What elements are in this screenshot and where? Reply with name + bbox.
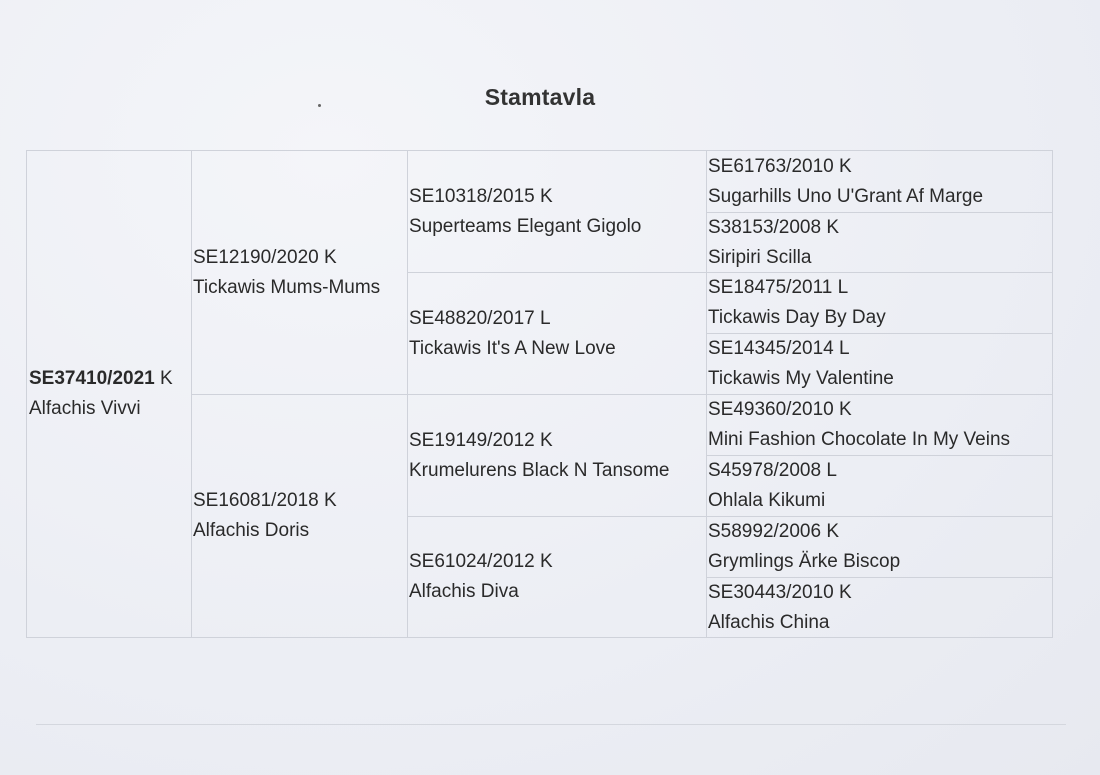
great-grandparent-cell (706, 212, 1052, 272)
subject-sex: K (160, 368, 173, 389)
grandparent-registration: SE61024/2012 K (409, 551, 553, 572)
great-grandparent-name: Sugarhills Uno U'Grant Af Marge (708, 185, 984, 207)
great-grandparent-cell (706, 455, 1052, 516)
grandparent-cell (407, 272, 706, 394)
parent-name: Tickawis Mums-Mums (193, 276, 381, 298)
parent-name: Alfachis Doris (193, 520, 310, 541)
great-grandparent-name: Alfachis China (708, 611, 830, 633)
great-grandparent-name: Tickawis My Valentine (708, 368, 894, 389)
great-grandparent-registration: S45978/2008 L (708, 460, 837, 481)
great-grandparent-cell (706, 333, 1052, 394)
great-grandparent-registration: SE30443/2010 K (708, 581, 852, 603)
generation-great-grandparents-column (706, 151, 1052, 637)
pedigree-table (26, 150, 1053, 638)
grandparent-cell (407, 151, 706, 272)
subject-registration (29, 364, 191, 394)
grandparent-name: Tickawis It's A New Love (409, 337, 616, 359)
footer-divider (36, 724, 1066, 725)
grandparent-cell (407, 516, 706, 637)
great-grandparent-name: Tickawis Day By Day (708, 307, 886, 328)
page-title: Stamtavla (484, 84, 596, 110)
great-grandparent-cell (706, 272, 1052, 333)
great-grandparent-name: Grymlings Ärke Biscop (708, 551, 901, 572)
great-grandparent-name: Mini Fashion Chocolate In My Veins (708, 429, 1011, 450)
grandparent-cell (407, 394, 706, 516)
great-grandparent-registration: SE49360/2010 K (708, 399, 852, 420)
grandparent-registration: SE48820/2017 L (409, 307, 551, 329)
parent-registration: SE16081/2018 K (193, 490, 337, 511)
generation-subject-column (27, 151, 192, 637)
great-grandparent-cell (706, 394, 1052, 455)
subject-cell (27, 151, 191, 637)
subject-name: Alfachis Vivvi (29, 398, 141, 419)
generation-parents-column (191, 151, 408, 637)
great-grandparent-registration: SE61763/2010 K (708, 155, 852, 177)
parent-registration: SE12190/2020 K (193, 246, 337, 268)
great-grandparent-cell (706, 151, 1052, 212)
grandparent-name: Krumelurens Black N Tansome (409, 459, 670, 481)
parent-cell-dam (191, 394, 407, 637)
great-grandparent-cell (706, 516, 1052, 577)
grandparent-name: Alfachis Diva (409, 581, 519, 602)
generation-grandparents-column (407, 151, 707, 637)
grandparent-registration: SE19149/2012 K (409, 429, 553, 451)
great-grandparent-cell (706, 577, 1052, 637)
great-grandparent-registration: SE18475/2011 L (708, 277, 849, 298)
parent-cell-sire (191, 151, 407, 394)
grandparent-name: Superteams Elegant Gigolo (409, 215, 642, 237)
great-grandparent-registration: SE14345/2014 L (708, 338, 850, 359)
great-grandparent-registration: S58992/2006 K (708, 521, 840, 542)
great-grandparent-registration: S38153/2008 K (708, 216, 840, 238)
paper-speck (318, 104, 321, 107)
great-grandparent-name: Ohlala Kikumi (708, 490, 826, 511)
grandparent-registration: SE10318/2015 K (409, 185, 553, 207)
great-grandparent-name: Siripiri Scilla (708, 246, 812, 268)
subject-reg-number: SE37410/2021 (29, 368, 155, 389)
